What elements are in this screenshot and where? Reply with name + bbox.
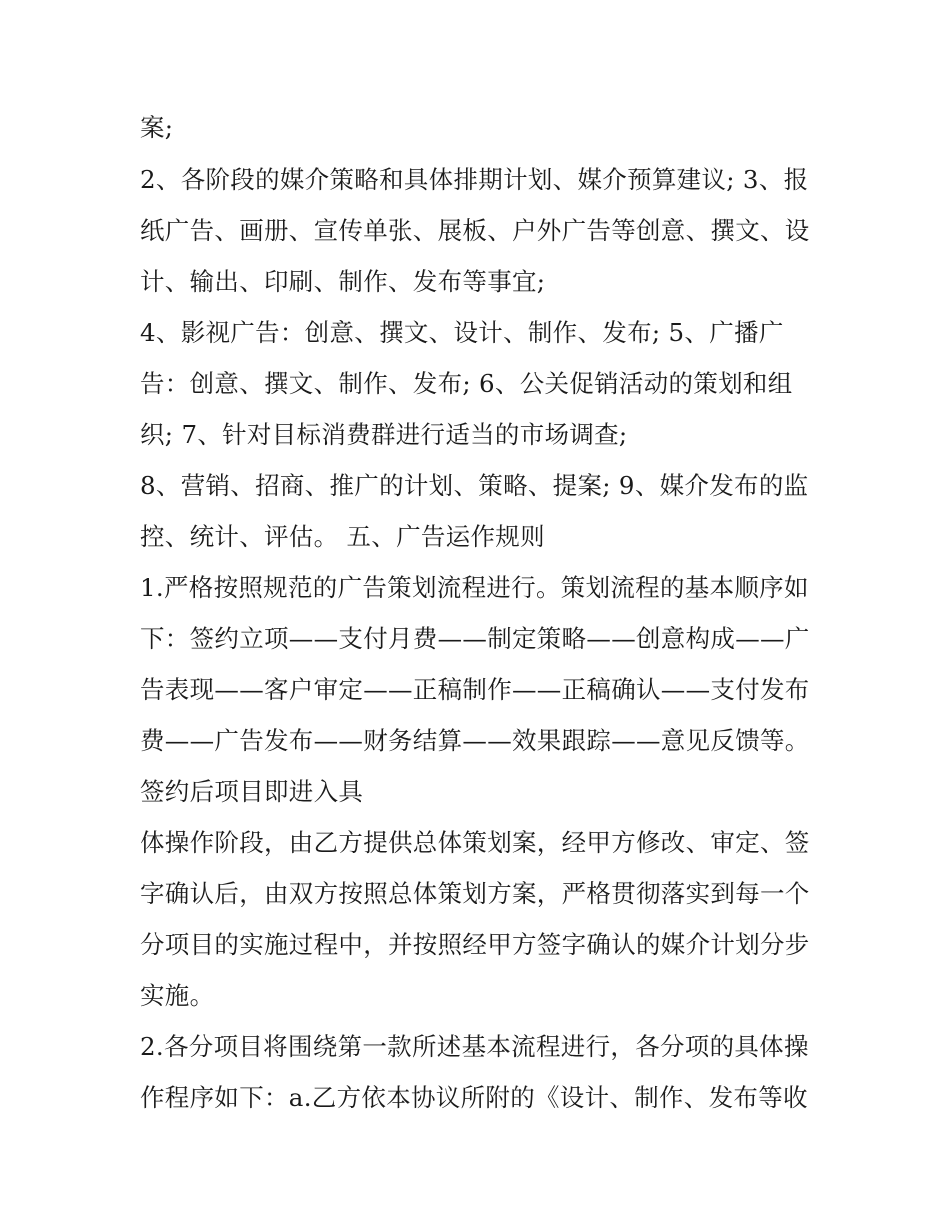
text-line: 2.各分项目将围绕第一款所述基本流程进行，各分项的具体操 [140,1032,809,1061]
text-line: 字确认后，由双方按照总体策划方案，严格贯彻落实到每一个 [140,879,810,908]
text-line: 告：创意、撰文、制作、发布; 6、公关促销活动的策划和组 [140,369,793,398]
text-line: 织; 7、针对目标消费群进行适当的市场调查; [140,420,628,449]
text-line: 计、输出、印刷、制作、发布等事宜; [140,267,546,296]
text-line: 告表现——客户审定——正稿制作——正稿确认——支付发布 [140,675,810,704]
text-line: 签约后项目即进入具 [140,777,364,806]
text-line: 费——广告发布——财务结算——效果跟踪——意见反馈等。 [140,726,810,755]
text-line: 分项目的实施过程中，并按照经甲方签字确认的媒介计划分步 [140,930,810,959]
text-line: 1.严格按照规范的广告策划流程进行。策划流程的基本顺序如 [140,573,809,602]
text-line: 体操作阶段，由乙方提供总体策划案，经甲方修改、审定、签 [140,828,810,857]
text-line: 案; [140,113,174,142]
text-line: 4、影视广告：创意、撰文、设计、制作、发布; 5、广播广 [140,318,784,347]
text-line: 下：签约立项——支付月费——制定策略——创意构成——广 [140,624,810,653]
text-line: 8、营销、招商、推广的计划、策略、提案; 9、媒介发布的监 [140,471,809,500]
text-line: 作程序如下：a.乙方依本协议所附的《设计、制作、发布等收 [140,1083,808,1112]
text-line: 纸广告、画册、宣传单张、展板、户外广告等创意、撰文、设 [140,216,810,245]
text-line: 2、各阶段的媒介策略和具体排期计划、媒介预算建议; 3、报 [140,165,809,194]
text-line: 实施。 [140,981,215,1010]
text-line: 控、统计、评估。 五、广告运作规则 [140,522,545,551]
